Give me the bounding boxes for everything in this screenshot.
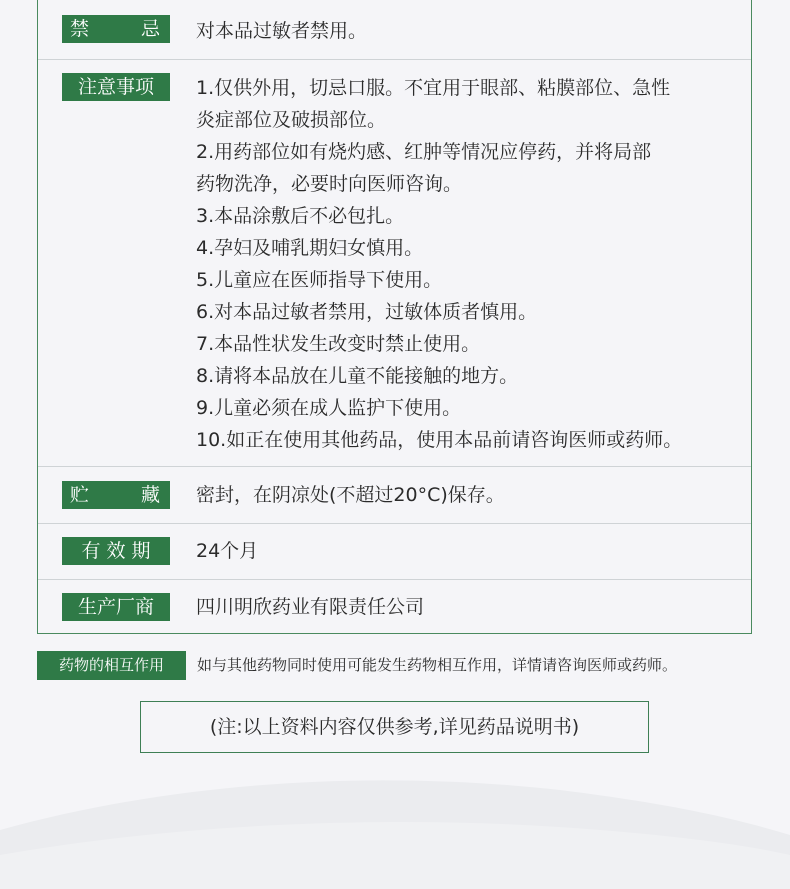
row-contraindications xyxy=(38,0,751,59)
content-line: 四川明欣药业有限责任公司 xyxy=(196,596,425,618)
background-wave xyxy=(0,760,790,889)
content-line: 1.仅供外用，切忌口服。不宜用于眼部、粘膜部位、急性 xyxy=(196,77,671,99)
content-line: 4.孕妇及哺乳期妇女慎用。 xyxy=(196,237,424,259)
content-line: 6.对本品过敏者禁用，过敏体质者慎用。 xyxy=(196,301,538,323)
content-line: 密封，在阴凉处(不超过20°C)保存。 xyxy=(196,484,505,506)
content-line: 9.儿童必须在成人监护下使用。 xyxy=(196,397,462,419)
content-precautions xyxy=(196,72,741,456)
label-char: 禁 xyxy=(70,18,90,40)
content-line: 炎症部位及破损部位。 xyxy=(196,109,387,131)
content-line: 7.本品性状发生改变时禁止使用。 xyxy=(196,333,481,355)
drug-interaction-text: 如与其他药物同时使用可能发生药物相互作用，详情请咨询医师或药师。 xyxy=(197,656,678,674)
content-contraindications xyxy=(196,15,741,47)
label-char: 忌 xyxy=(140,18,160,40)
disclaimer-note: (注:以上资料内容仅供参考,详见药品说明书) xyxy=(140,701,649,753)
content-validity xyxy=(196,535,741,567)
content-line: 5.儿童应在医师指导下使用。 xyxy=(196,269,443,291)
row-manufacturer xyxy=(38,579,751,634)
content-line: 24个月 xyxy=(196,540,259,562)
divider xyxy=(38,523,751,524)
label-storage xyxy=(62,481,170,509)
divider xyxy=(38,59,751,60)
label-validity: 有效期 xyxy=(62,537,170,565)
drug-interaction-label: 药物的相互作用 xyxy=(37,651,186,680)
label-precautions: 注意事项 xyxy=(62,73,170,101)
content-storage xyxy=(196,479,741,511)
label-manufacturer: 生产厂商 xyxy=(62,593,170,621)
content-line: 10.如正在使用其他药品，使用本品前请咨询医师或药师。 xyxy=(196,429,683,451)
content-manufacturer xyxy=(196,591,741,623)
row-storage xyxy=(38,466,751,523)
row-precautions xyxy=(38,59,751,466)
content-line: 药物洗净，必要时向医师咨询。 xyxy=(196,173,463,195)
info-table xyxy=(37,0,752,634)
label-contraindications xyxy=(62,15,170,43)
divider xyxy=(38,466,751,467)
divider xyxy=(38,579,751,580)
row-validity xyxy=(38,523,751,579)
content-line: 8.请将本品放在儿童不能接触的地方。 xyxy=(196,365,519,387)
label-char: 藏 xyxy=(140,484,160,506)
content-line: 对本品过敏者禁用。 xyxy=(196,20,368,42)
drug-interaction xyxy=(37,651,757,680)
content-line: 3.本品涂敷后不必包扎。 xyxy=(196,205,405,227)
label-char: 贮 xyxy=(70,484,90,506)
content-line: 2.用药部位如有烧灼感、红肿等情况应停药，并将局部 xyxy=(196,141,652,163)
